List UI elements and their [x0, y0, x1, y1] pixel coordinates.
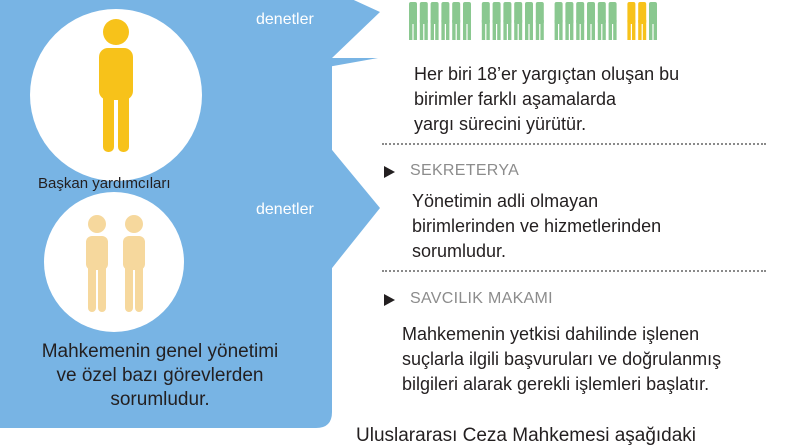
judge-icon: [649, 2, 657, 40]
judges-description-line: birimler farklı aşamalarda: [414, 89, 617, 109]
arrow-label-top: denetler: [256, 11, 314, 28]
footer-partial-text: Uluslararası Ceza Mahkemesi aşağıdaki: [356, 425, 697, 446]
section-title-secretariat: SEKRETERYA: [410, 162, 520, 179]
management-circle: [44, 192, 184, 332]
section-pointer-icon: [384, 294, 395, 306]
judge-icon: [463, 2, 471, 40]
secretariat-description-line: sorumludur.: [412, 241, 507, 261]
judge-icon: [409, 2, 417, 40]
prosecutor-description-line: suçlarla ilgili başvuruları ve doğrulanmış: [402, 349, 722, 369]
section-title-prosecutor: SAVCILIK MAKAMI: [410, 290, 553, 307]
judge-icon: [587, 2, 595, 40]
management-description-line: sorumludur.: [110, 389, 210, 410]
secretariat-description-line: Yönetimin adli olmayan: [412, 191, 599, 211]
secretariat-description: [412, 189, 661, 264]
judge-icon: [431, 2, 439, 40]
divider: [382, 143, 766, 145]
judge-icon: [482, 2, 490, 40]
judge-icon: [555, 2, 563, 40]
management-description: [0, 340, 320, 412]
management-description-line: Mahkemenin genel yönetimi: [41, 341, 279, 362]
judge-icon: [514, 2, 522, 40]
judge-icon: [609, 2, 617, 40]
secretariat-description-line: birimlerinden ve hizmetlerinden: [412, 216, 662, 236]
panel-notch: [312, 62, 332, 78]
judge-icon: [441, 2, 449, 40]
judge-icon: [493, 2, 501, 40]
judges-row: [409, 2, 657, 40]
prosecutor-description-line: Mahkemenin yetkisi dahilinde işlenen: [402, 324, 700, 344]
judge-icon: [452, 2, 460, 40]
judge-icon: [576, 2, 584, 40]
judges-description-line: Her biri 18’er yargıçtan oluşan bu: [414, 64, 680, 84]
judge-icon: [627, 2, 635, 40]
arrow-label-bottom: denetler: [256, 201, 314, 218]
judge-icon: [565, 2, 573, 40]
judge-icon: [525, 2, 533, 40]
judge-icon: [420, 2, 428, 40]
judge-icon: [536, 2, 544, 40]
divider: [382, 270, 766, 272]
vice-presidents-label: Başkan yardımcıları: [38, 175, 171, 192]
judge-icon: [598, 2, 606, 40]
judges-description: [414, 62, 679, 137]
section-pointer-icon: [384, 166, 395, 178]
judge-icon: [503, 2, 511, 40]
judge-icon: [638, 2, 646, 40]
management-description-line: ve özel bazı görevlerden: [56, 365, 264, 386]
prosecutor-description-line: bilgileri alarak gerekli işlemleri başlatır.: [402, 374, 710, 394]
prosecutor-description: [402, 322, 721, 397]
judges-description-line: yargı sürecini yürütür.: [414, 114, 587, 134]
